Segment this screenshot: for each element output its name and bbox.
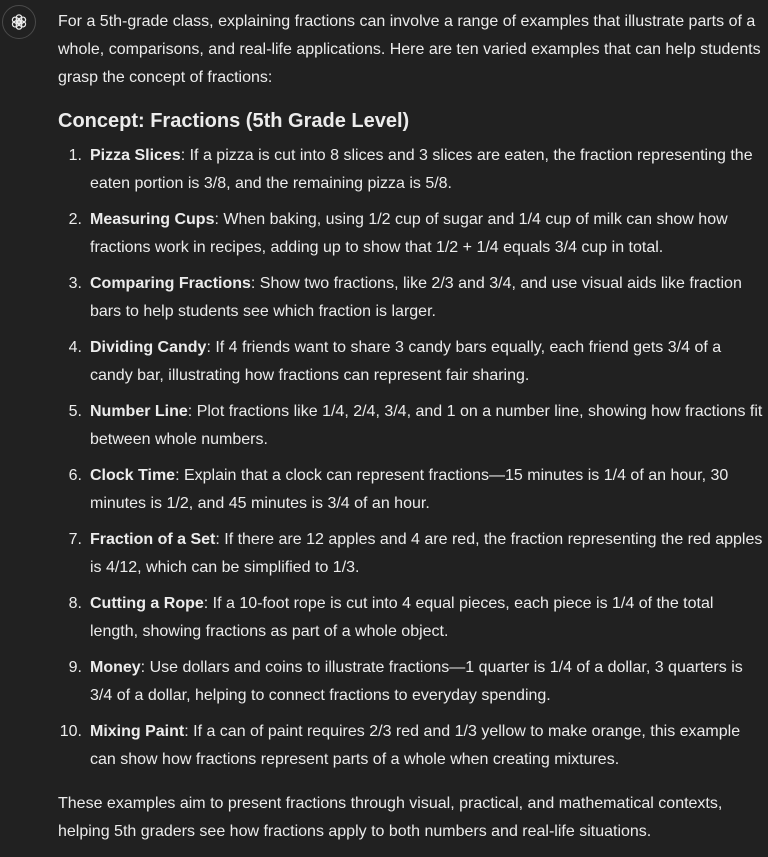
assistant-message [58, 8, 764, 846]
list-item-text: : If 4 friends want to share 3 candy bars equally, each friend gets 3/4 of a candy bar, illustrating how fractions can represent fair sharing. [90, 339, 722, 384]
list-item [58, 526, 764, 582]
list-item-number: 6. [68, 467, 82, 484]
openai-logo-icon [9, 12, 29, 32]
list-item-text: : If a can of paint requires 2/3 red and 1/3 yellow to make orange, this example can show how fractions represent parts of a whole when creating mixtures. [90, 723, 741, 768]
assistant-avatar [2, 5, 36, 39]
list-item-text: : If a pizza is cut into 8 slices and 3 slices are eaten, the fraction representing the eaten portion is 3/8, and the remaining pizza is 5/8. [90, 147, 753, 192]
list-item-number: 1. [68, 147, 82, 164]
examples-list [58, 142, 764, 774]
list-item-number: 3. [68, 275, 82, 292]
list-item-text: : If there are 12 apples and 4 are red, the fraction representing the red apples is 4/12, which can be simplified to 1/3. [90, 531, 763, 576]
list-item-text: : Plot fractions like 1/4, 2/4, 3/4, and 1 on a number line, showing how fractions fit between whole numbers. [90, 403, 763, 448]
list-item-number: 5. [68, 403, 82, 420]
list-item-term: Cutting a Rope [90, 595, 204, 612]
message-intro: For a 5th-grade class, explaining fractions can involve a range of examples that illustrate parts of a whole, comparisons, and real-life applications. Here are ten varied examples that can help students grasp the concept of fractions: [58, 13, 761, 86]
list-item-number: 10. [59, 723, 82, 740]
list-item-number: 9. [68, 659, 82, 676]
list-item-term: Dividing Candy [90, 339, 207, 356]
list-item-term: Mixing Paint [90, 723, 185, 740]
list-item [58, 206, 764, 262]
list-item-text: : Use dollars and coins to illustrate fractions—1 quarter is 1/4 of a dollar, 3 quarters is 3/4 of a dollar, helping to connect fractions to everyday spending. [90, 659, 743, 704]
list-item-term: Number Line [90, 403, 188, 420]
list-item-number: 7. [68, 531, 82, 548]
list-item [58, 654, 764, 710]
list-item-text: : When baking, using 1/2 cup of sugar and 1/4 cup of milk can show how fractions work in recipes, adding up to show that 1/2 + 1/4 equals 3/4 cup in total. [90, 211, 728, 256]
list-item [58, 462, 764, 518]
list-item-term: Comparing Fractions [90, 275, 251, 292]
list-item-number: 2. [68, 211, 82, 228]
list-item [58, 270, 764, 326]
message-heading: Concept: Fractions (5th Grade Level) [58, 110, 410, 132]
list-item-term: Money [90, 659, 141, 676]
list-item-text: : Explain that a clock can represent fractions—15 minutes is 1/4 of an hour, 30 minutes is 1/2, and 45 minutes is 3/4 of an hour. [90, 467, 729, 512]
list-item-number: 4. [68, 339, 82, 356]
list-item [58, 142, 764, 198]
list-item-term: Pizza Slices [90, 147, 181, 164]
message-outro: These examples aim to present fractions through visual, practical, and mathematical contexts, helping 5th graders see how fractions apply to both numbers and real-life situations. [58, 795, 723, 840]
list-item [58, 590, 764, 646]
list-item [58, 334, 764, 390]
list-item [58, 398, 764, 454]
list-item-text: : Show two fractions, like 2/3 and 3/4, and use visual aids like fraction bars to help students see which fraction is larger. [90, 275, 742, 320]
list-item [58, 718, 764, 774]
list-item-number: 8. [68, 595, 82, 612]
list-item-term: Fraction of a Set [90, 531, 216, 548]
list-item-text: : If a 10-foot rope is cut into 4 equal pieces, each piece is 1/4 of the total length, showing fractions as part of a whole object. [90, 595, 714, 640]
list-item-term: Clock Time [90, 467, 176, 484]
list-item-term: Measuring Cups [90, 211, 215, 228]
